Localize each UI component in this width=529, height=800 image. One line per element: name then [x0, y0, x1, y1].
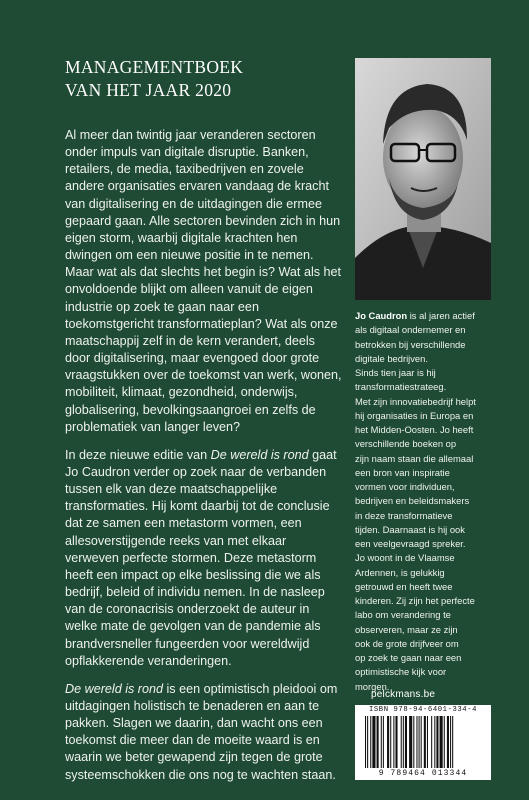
bio-line: het Midden-Oosten. Jo heeft: [355, 424, 474, 435]
bio-line: Sinds tien jaar is hij: [355, 367, 436, 378]
bio-line: transformatiestrateeg.: [355, 381, 447, 393]
barcode-bar: [372, 716, 375, 768]
bio-first-line: Jo Caudron is al jaren actief: [355, 310, 475, 321]
barcode-bar: [367, 716, 368, 768]
barcode-bar: [434, 716, 435, 768]
barcode-bar: [421, 716, 422, 768]
bio-line: in deze transformatieve: [355, 509, 453, 521]
barcode-bar: [403, 716, 404, 768]
author-name: Jo Caudron: [355, 310, 408, 321]
bio-line: kinderen. Zij zijn het perfecte: [355, 595, 475, 606]
bio-line: verschillende boeken op: [355, 438, 457, 450]
ean-barcode: [364, 716, 482, 768]
author-portrait-image: [355, 58, 491, 300]
bio-line: morgen.: [355, 680, 390, 692]
title-line-2: VAN HET JAAR 2020: [65, 80, 232, 100]
barcode-bar: [436, 716, 438, 768]
bio-line: observeren, maar ze zijn: [355, 623, 458, 635]
bio-line: betrokken bij verschillende: [355, 338, 466, 350]
barcode-bar: [370, 716, 371, 768]
book-title-italic: De wereld is rond: [210, 447, 309, 462]
bio-line: een veelgevraagd spreker.: [355, 538, 466, 549]
barcode-bar: [401, 716, 402, 768]
bio-line: een bron van inspiratie: [355, 466, 450, 478]
barcode-bar: [383, 716, 384, 768]
barcode-bar: [450, 716, 451, 768]
isbn-text: ISBN 978-94-6401-334-4: [368, 706, 478, 714]
barcode-bar: [427, 716, 428, 768]
bio-line: tijden. Daarnaast is hij ook: [355, 523, 465, 535]
book-title: [65, 56, 243, 102]
blurb-paragraph-3: De wereld is rond is een optimistisch pleidooi om uitdagingen holistisch te benaderen en aan te pakken. Slagen we daarin, dan wacht ons een toekomst die meer dan de moeite waard is en waarin we beter gewapend zijn tegen de grote systeemschokken die ons nog te wachten staan.: [65, 681, 338, 782]
barcode-bar: [405, 716, 407, 768]
barcode-bar: [419, 716, 420, 768]
barcode-bar: [390, 716, 391, 768]
book-title-italic: De wereld is rond: [65, 681, 163, 696]
author-photo: [355, 58, 491, 300]
bio-line: getrouwd en heeft twee: [355, 580, 453, 592]
bio-line: hij organisaties in Europa en: [355, 409, 474, 421]
barcode-bar: [440, 716, 443, 768]
blurb-paragraph-2: In deze nieuwe editie van De wereld is rond gaat Jo Caudron verder op zoek naar de verbanden tussen elk van deze maatschappelijke transformaties. Hij komt daarbij tot de conclusie dat ze samen een metastorm vormen, een allesoverstijgende reeks van met elkaar verweven perfecte stormen. Deze metastorm heeft een impact op elke beslissing die we als bedrijf, beleid of individu nemen. In de nasleep van de coronacrisis onderzoekt de auteur in welke mate de gevolgen van de pandemie als brandversneller fungeerden voor wereldwijd opflakkerende veranderingen.: [65, 447, 337, 668]
barcode-bar: [416, 716, 417, 768]
ean-digits: 9 789464 013344: [378, 769, 468, 778]
bio-line: als digitaal ondernemer en: [355, 324, 466, 336]
author-bio: [355, 309, 495, 694]
barcode-bar: [424, 716, 426, 768]
barcode-bar: [447, 716, 449, 768]
barcode-bar: [413, 716, 414, 768]
blurb-paragraph-1: Al meer dan twintig jaar veranderen sectoren onder impuls van digitale disruptie. Banken, retailers, de media, taxibedrijven en zovele andere organisaties ervaren vandaag de kracht van digitalisering en de uitdagingen die ermee gepaard gaan. Alle sectoren bevinden zich in hun eigen storm, waarbij digitale krachten hen dwingen om een nieuwe positie in te nemen. Maar wat als dat slechts het begin is? Wat als het onvoldoende blijkt om alleen vanuit de eigen industrie op zoek te gaan naar een toekomstgericht transformatieplan? Wat als onze maatschappij zelf in de kern verandert, deels door digitalisering, maar evengoed door grote vraagstukken over de toekomst van werk, wonen, mobiliteit, klimaat, gezondheid, onderwijs, globalisering, bevolkingsaangroei en zelfs de problematiek van langer leven?: [65, 128, 342, 434]
bio-line: optimistische kijk voor: [355, 666, 447, 678]
bio-line: zijn naam staan die allemaal: [355, 452, 474, 464]
bio-line: Ardennen, is gelukkig: [355, 566, 445, 578]
barcode-bar: [381, 716, 382, 768]
barcode-label: [355, 705, 491, 780]
publisher-url: pelckmans.be: [371, 689, 436, 700]
barcode-bar: [387, 716, 389, 768]
bio-line: op zoek te gaan naar een: [355, 652, 462, 663]
barcode-bar: [365, 716, 366, 768]
bio-line: labo om verandering te: [355, 609, 451, 621]
barcode-bar: [393, 716, 394, 768]
title-line-1: MANAGEMENTBOEK: [65, 57, 244, 77]
barcode-bar: [431, 716, 432, 768]
bio-line: digitale bedrijven.: [355, 352, 428, 364]
bio-line: Jo woont in de Vlaamse: [355, 552, 455, 564]
bio-line: Met zijn innovatiebedrijf helpt: [355, 395, 476, 407]
blurb-text: [65, 127, 343, 795]
bio-line: ook de grote drijfveer om: [355, 637, 459, 649]
barcode-bar: [409, 716, 412, 768]
barcode-bar: [444, 716, 445, 768]
barcode-bar: [452, 716, 453, 768]
barcode-bar: [377, 716, 379, 768]
bio-line: bedrijven en beleidsmakers: [355, 495, 470, 507]
bio-line: vormen voor individuen,: [355, 481, 455, 492]
barcode-bar: [395, 716, 397, 768]
